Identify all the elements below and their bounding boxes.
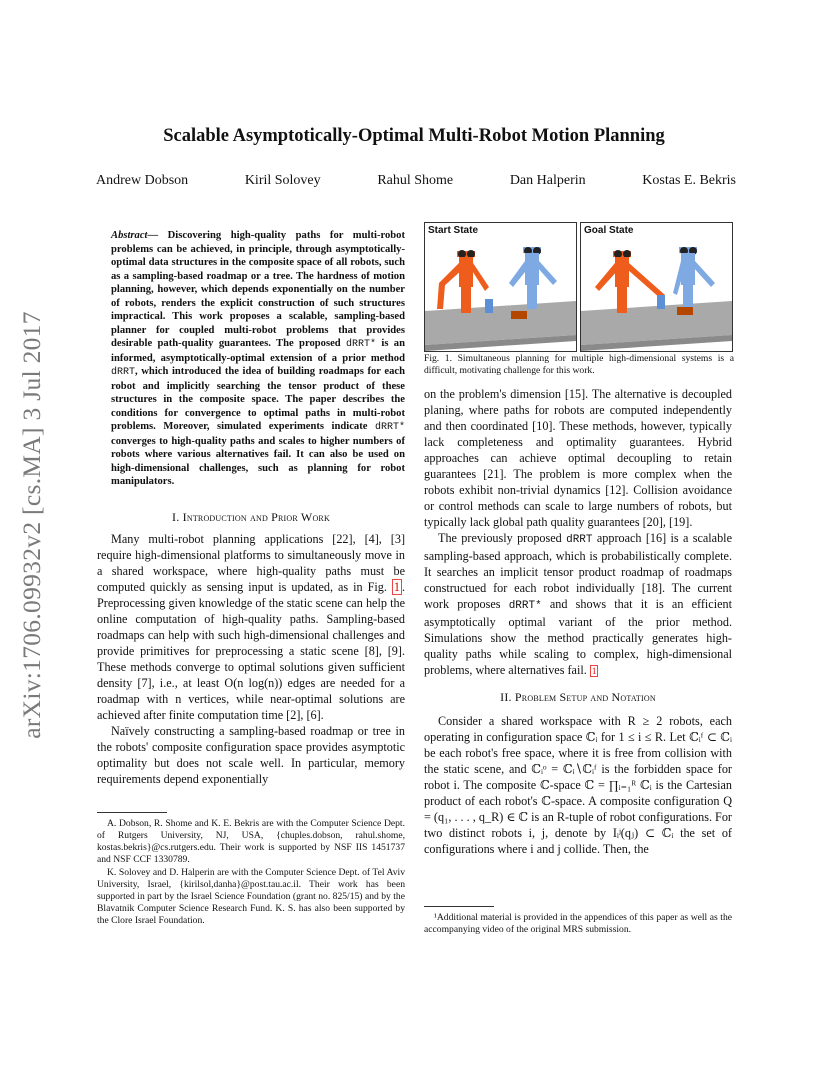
figure-1 <box>424 222 734 352</box>
method-name: dRRT <box>111 367 136 378</box>
panel-label: Start State <box>428 225 479 236</box>
abstract-text: converges to high-quality paths and scales to higher numbers of robots where various alternatives fail. It can also be used on high-dimensional challenges, such as planning for robot manipulators. <box>111 435 405 487</box>
author-name: Dan Halperin <box>509 173 586 188</box>
figure-panel-start <box>424 222 577 352</box>
figure-caption: Fig. 1. Simultaneous planning for multiple high-dimensional systems is a difficult, motivating challenge for this work. <box>424 353 734 376</box>
arxiv-sidebar <box>14 290 50 760</box>
goal-state-illustration <box>581 223 732 351</box>
section-heading: II. Problem Setup and Notation <box>500 690 656 704</box>
paragraph-text: Many multi-robot planning applications [22], [4], [3] require high-dimensional platforms to simultaneously move in a shared workspace, where high-quality paths must be computed quickly as sensing input is updated, as in Fig. <box>97 532 405 594</box>
section-heading: I. Introduction and Prior Work <box>172 510 330 524</box>
paragraph-text: and shows that it is an efficient asymptotically optimal variant of the prior method. Simulations show the method practically generates high-quality paths while scaling to complex, high-dimensional problems, where alternatives fail. <box>424 597 732 677</box>
author-list <box>96 173 736 189</box>
footnote <box>424 912 732 937</box>
footnote-rule <box>97 812 167 813</box>
abstract-text: — Discovering high-quality paths for multi-robot problems can be achieved, in principle, through asymptotically-optimal data structures in the composite space of all robots, such as a sampling-based roadmap or a tree. The hardness of motion planning, however, which depends exponentially on the number of robots, renders the explicit construction of such structures impractical. This work proposes a scalable, sampling-based planner for coupled multi-robot problems that provides desirable path-quality guarantees. The proposed <box>111 230 405 349</box>
author-name: Kiril Solovey <box>244 173 321 188</box>
author-name: Rahul Shome <box>377 173 454 188</box>
affiliation-paragraph: K. Solovey and D. Halperin are with the Computer Science Dept. of Tel Aviv University, Israel, {kirilsol,danha}@post.tau.ac.il. Their work has been supported in part by the Israel Science Foundation (grant no. 825/15) and by the Blavatnik Computer Science Research Fund. K. S. has also been supported by the Clore Israel Foundation. <box>97 867 405 926</box>
affiliation-paragraph: A. Dobson, R. Shome and K. E. Bekris are with the Computer Science Dept. of Rutgers University, NJ, USA, {chuples.dobson, rahul.shome, kostas.bekris}@cs.rutgers.edu. Their work is supported by NSF IIS 1451737 and NSF CCF 1330789. <box>97 818 405 865</box>
affiliations <box>97 818 405 928</box>
paragraph-text: approach [16] is a scalable sampling-based approach, which is probabilistically complete. It searches an implicit tensor product roadmap of roadmaps constructued for each robot individually [18]. The current work proposes <box>424 531 732 611</box>
right-column <box>424 386 732 857</box>
figure-panel-goal <box>580 222 733 352</box>
footnote-rule <box>424 906 494 907</box>
abstract-label: Abstract <box>111 230 148 241</box>
arxiv-identifier: arXiv:1706.09932v2 [cs.MA] 3 Jul 2017 <box>17 311 46 739</box>
start-state-illustration <box>425 223 576 351</box>
paragraph <box>97 531 405 723</box>
author-name: Kostas E. Bekris <box>642 173 736 188</box>
paper-title: Scalable Asymptotically-Optimal Multi-Robot Motion Planning <box>163 126 665 146</box>
abstract-text: , which introduced the idea of building roadmaps for each robot and implicitly searching the tensor product of these structures in the composite space. The paper describes the conditions for convergence to optimal paths in multi-robot problems. Moreover, simulated experiments indicate <box>111 366 405 432</box>
method-name: dRRT <box>566 534 593 546</box>
method-name: dRRT* <box>346 339 377 350</box>
panel-label: Goal State <box>584 225 634 236</box>
paragraph: on the problem's dimension [15]. The alternative is decoupled planing, where paths for robots are computed independently and then coordinated [10]. These methods, however, typically lack completeness and optimality guarantees. Hybrid approaches can achieve optimal decoupling to retain guarantees [21]. The problem is more complex when the robots exhibit non-trivial dynamics [12]. Collision avoidance or control methods can scale to large numbers of robots, but typically lack global path quality guarantees [20], [19]. <box>424 387 732 529</box>
abstract-text: is an informed, asymptotically-optimal extension of a prior method <box>111 338 405 364</box>
abstract <box>111 229 405 489</box>
figure-link[interactable]: 1 <box>393 580 400 594</box>
method-name: dRRT* <box>508 600 542 612</box>
paragraph-text: . Preprocessing given knowledge of the static scene can help the online computation of high-quality paths. Sampling-based roadmaps can help with such high-dimensional challenges and provide primitives for preprocessing a static scene [8], [9]. These methods converge to optimal solutions given sufficient density [7], i.e., at least O(n log(n)) edges are needed for a roadmap with n vertices, while near-optimal solutions are achieved after finite computation time [2], [6]. <box>97 580 405 722</box>
method-name: dRRT* <box>374 422 405 433</box>
paragraph-text: The previously proposed <box>438 531 567 545</box>
author-name: Andrew Dobson <box>96 173 189 188</box>
paragraph: Naïvely constructing a sampling-based roadmap or tree in the robots' composite configuration space provides asymptotic optimality but does not scale well. In particular, memory requirements depend exponentially <box>97 724 405 786</box>
paragraph <box>424 530 732 679</box>
footnote-text: ¹Additional material is provided in the appendices of this paper as well as the accompanying video of the original MRS submission. <box>424 912 732 935</box>
paragraph: Consider a shared workspace with R ≥ 2 robots, each operating in configuration space ℂᵢ for 1 ≤ i ≤ R. Let ℂᵢᶠ ⊂ ℂᵢ be each robot's free space, where it is free from collision with the static scene, and ℂᵢᵒ = ℂᵢ∖ℂᵢᶠ is the forbidden space for robot i. The composite ℂ-space ℂ = ∏ᵢ₌₁ᴿ ℂᵢ is the Cartesian product of each robot's ℂ-space. A composite configuration Q = (q₁, . . . , q_R) ∈ ℂ is an R-tuple of robot configurations. For two distinct robots i, j, denote by Iᵢʲ(qⱼ) ⊂ ℂᵢ the set of configurations where i and j collide. Then, the <box>424 714 732 856</box>
footnote-link[interactable]: 1 <box>591 666 597 676</box>
section-introduction <box>97 509 405 787</box>
